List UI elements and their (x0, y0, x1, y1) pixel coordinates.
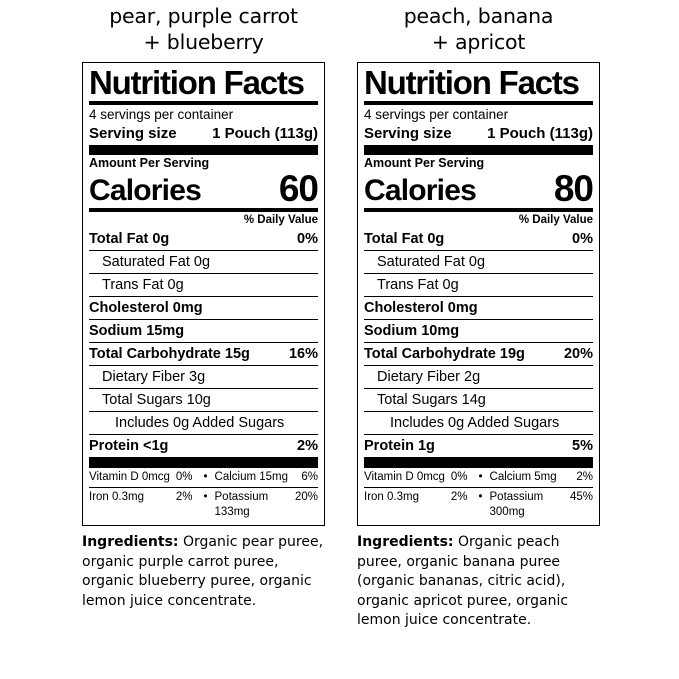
nutrient-row (89, 389, 318, 412)
nutrient-name: Saturated Fat 0g (377, 254, 486, 270)
nutrient-dv: 2% (297, 438, 318, 454)
nutrient-name: Total Sugars 14g (377, 392, 486, 408)
nutrient-name: Total Sugars 10g (102, 392, 211, 408)
micronutrient-row (89, 488, 318, 522)
calories-row (364, 168, 593, 209)
micronutrient-name: Iron 0.3mg (364, 491, 419, 503)
micronutrient-row (364, 468, 593, 488)
nutrient-row (364, 320, 593, 343)
nutrient-name: Cholesterol 0mg (89, 300, 203, 316)
nutrient-dv: 5% (572, 438, 593, 454)
micronutrient-row (364, 488, 593, 522)
divider-thick-top (364, 145, 593, 155)
nutrition-facts-title: Nutrition Facts (364, 64, 579, 101)
nutrient-dv: 16% (288, 346, 318, 362)
flavor-title-left (82, 3, 325, 55)
nutrient-row (89, 274, 318, 297)
micronutrient-cell (364, 490, 473, 520)
nutrient-name: Dietary Fiber 2g (377, 369, 481, 385)
nutrient-row (89, 297, 318, 320)
nutrient-name: Total Carbohydrate 19g (364, 346, 525, 362)
divider-thick-bottom (364, 458, 593, 468)
nutrient-row (364, 366, 593, 389)
micronutrient-cell (488, 490, 593, 520)
micronutrient-name: Potassium 133mg (214, 491, 269, 518)
nutrient-name: Saturated Fat 0g (102, 254, 211, 270)
micronutrient-name: Calcium 15mg (214, 471, 289, 483)
serving-size-label: Serving size (89, 125, 177, 142)
amount-per-serving-label: Amount Per Serving (364, 156, 485, 170)
flavor-title-line1: pear, purple carrot (109, 4, 298, 28)
serving-size-row (364, 124, 593, 145)
nutrient-name: Total Fat 0g (364, 231, 445, 247)
nutrient-row (364, 228, 593, 251)
divider-thick-bottom (89, 458, 318, 468)
micronutrient-dv: 20% (294, 491, 318, 503)
product-panel-left (0, 0, 339, 679)
nutrient-name: Trans Fat 0g (102, 277, 184, 293)
nutrient-name: Sodium 15mg (89, 323, 185, 339)
servings-per-container: 4 servings per container (89, 107, 234, 122)
nutrient-row (89, 412, 318, 435)
bullet-separator: • (478, 491, 483, 503)
nutrient-name: Includes 0g Added Sugars (390, 415, 560, 431)
nutrient-row (364, 297, 593, 320)
micronutrient-dv: 0% (175, 471, 193, 483)
flavor-title-line2: + blueberry (143, 30, 264, 54)
nutrition-facts-title: Nutrition Facts (89, 64, 304, 101)
micronutrient-dv: 6% (301, 471, 318, 483)
serving-size-row (89, 124, 318, 145)
micronutrient-name: Vitamin D 0mcg (89, 471, 170, 483)
micronutrient-cell (89, 470, 198, 485)
calories-value: 60 (278, 168, 318, 209)
micronutrient-name: Vitamin D 0mcg (364, 471, 445, 483)
flavor-title-line2: + apricot (431, 30, 526, 54)
ingredients-text: Organic pear puree, organic purple carrot puree, organic blueberry puree, organic lemon juice concentrate. (82, 534, 324, 609)
micronutrient-dv: 2% (576, 471, 593, 483)
micronutrient-cell (89, 490, 198, 520)
micronutrient-dv: 0% (450, 471, 468, 483)
nutrition-facts-panel-left (82, 62, 325, 526)
ingredients-block (357, 533, 600, 631)
micronutrient-cell (213, 490, 318, 520)
divider-thick-top (89, 145, 318, 155)
amount-per-serving-label: Amount Per Serving (89, 156, 210, 170)
calories-value: 80 (553, 168, 593, 209)
nutrient-row (89, 435, 318, 458)
nutrient-name: Protein <1g (89, 438, 169, 454)
nutrient-name: Dietary Fiber 3g (102, 369, 206, 385)
nutrient-row (364, 274, 593, 297)
micronutrient-dv: 2% (175, 491, 193, 503)
nutrient-name: Protein 1g (364, 438, 435, 454)
servings-per-container: 4 servings per container (364, 107, 509, 122)
daily-value-header: % Daily Value (243, 214, 318, 226)
micronutrient-name: Iron 0.3mg (89, 491, 144, 503)
nutrient-name: Includes 0g Added Sugars (115, 415, 285, 431)
bullet-separator: • (203, 471, 208, 483)
bullet-separator: • (478, 471, 483, 483)
serving-size-value: 1 Pouch (113g) (487, 125, 593, 142)
nutrient-row (89, 228, 318, 251)
nutrient-name: Total Fat 0g (89, 231, 170, 247)
micronutrient-dv: 2% (450, 491, 468, 503)
daily-value-header: % Daily Value (518, 214, 593, 226)
nutrient-row (364, 389, 593, 412)
nutrient-name: Sodium 10mg (364, 323, 460, 339)
nutrient-row (89, 366, 318, 389)
micronutrient-name: Calcium 5mg (489, 471, 557, 483)
ingredients-label: Ingredients: (82, 534, 179, 550)
nutrient-name: Total Carbohydrate 15g (89, 346, 250, 362)
serving-size-value: 1 Pouch (113g) (212, 125, 318, 142)
nutrient-dv: 0% (572, 231, 593, 247)
nutrient-name: Cholesterol 0mg (364, 300, 478, 316)
calories-label: Calories (89, 174, 201, 207)
bullet-separator: • (203, 491, 208, 503)
ingredients-text: Organic peach puree, organic banana puree (organic bananas, citric acid), organic apricot puree, organic lemon juice concentrate. (357, 534, 569, 628)
nutrient-name: Trans Fat 0g (377, 277, 459, 293)
nutrient-row (89, 343, 318, 366)
micronutrient-cell (213, 470, 318, 485)
nutrient-row (364, 251, 593, 274)
nutrient-row (364, 412, 593, 435)
ingredients-label: Ingredients: (357, 534, 454, 550)
nutrient-row (89, 320, 318, 343)
micronutrient-dv: 45% (569, 491, 593, 503)
serving-size-label: Serving size (364, 125, 452, 142)
product-panel-right (339, 0, 678, 679)
nutrient-dv: 20% (563, 346, 593, 362)
micronutrient-name: Potassium 300mg (489, 491, 544, 518)
calories-row (89, 168, 318, 209)
nutrient-row (364, 435, 593, 458)
micronutrient-row (89, 468, 318, 488)
micronutrient-cell (364, 470, 473, 485)
micronutrient-cell (488, 470, 593, 485)
nutrient-row (89, 251, 318, 274)
calories-label: Calories (364, 174, 476, 207)
flavor-title-line1: peach, banana (403, 4, 554, 28)
nutrient-dv: 0% (297, 231, 318, 247)
ingredients-block (82, 533, 325, 611)
nutrition-facts-panel-right (357, 62, 600, 526)
flavor-title-right (357, 3, 600, 55)
nutrient-row (364, 343, 593, 366)
